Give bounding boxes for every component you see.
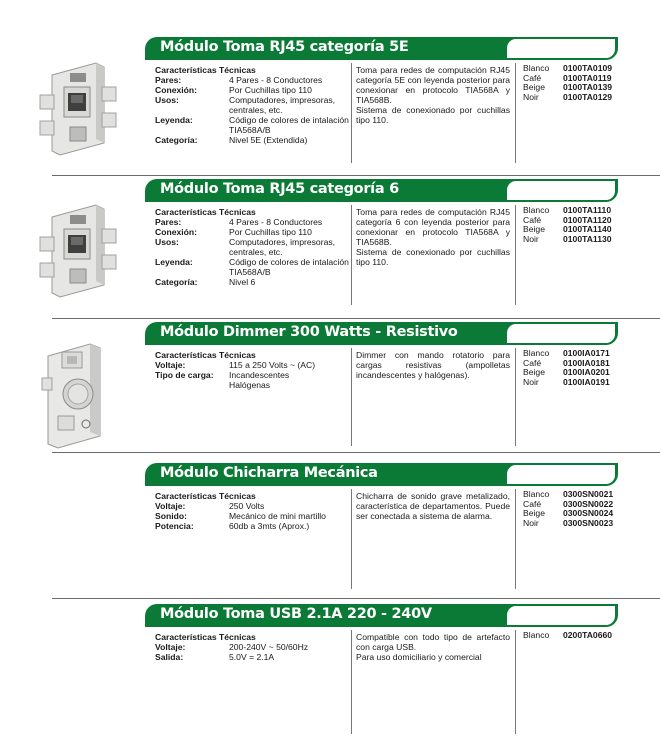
column-divider xyxy=(515,489,516,589)
code-row xyxy=(523,235,658,245)
spec-row xyxy=(155,115,350,135)
spec-row xyxy=(155,370,350,390)
code-color: Café xyxy=(523,72,542,83)
code-value: 0100IA0201 xyxy=(563,367,610,378)
product-section-rj45-5e xyxy=(0,37,660,187)
specs-heading: Características Técnicas xyxy=(155,491,256,501)
tech-specs xyxy=(155,491,350,531)
spec-value: 200-240V ~ 50/60Hz xyxy=(229,642,309,652)
column-divider xyxy=(515,348,516,446)
code-value: 0300SN0024 xyxy=(563,508,614,519)
code-value: 0100TA1110 xyxy=(563,205,612,215)
description-paragraph: Sistema de conexionado por cuchillas tipo 110. xyxy=(356,105,510,125)
code-row xyxy=(523,93,658,103)
specs-heading: Características Técnicas xyxy=(155,632,256,642)
product-title: Módulo Toma RJ45 categoría 5E xyxy=(160,39,409,55)
spec-value: Por Cuchillas tipo 110 xyxy=(229,85,312,95)
spec-value: 60db a 3mts (Aprox.) xyxy=(229,521,310,531)
column-divider xyxy=(515,205,516,305)
product-codes xyxy=(523,206,658,244)
spec-row xyxy=(155,217,350,227)
product-section-dimmer xyxy=(0,322,660,472)
dimmer-module-photo xyxy=(34,332,128,450)
code-value: 0100TA1140 xyxy=(563,224,612,235)
spec-value: 5.0V = 2.1A xyxy=(229,652,275,662)
spec-row xyxy=(155,257,350,277)
code-value: 0100IA0171 xyxy=(563,348,610,358)
column-divider xyxy=(351,63,352,163)
code-color: Blanco xyxy=(523,489,550,499)
spec-key: Usos: xyxy=(155,95,179,105)
spec-value: 4 Pares - 8 Conductores xyxy=(229,217,323,227)
product-description xyxy=(356,350,510,380)
spec-row xyxy=(155,501,350,511)
spec-row xyxy=(155,75,350,85)
code-color: Beige xyxy=(523,508,545,519)
product-codes xyxy=(523,349,658,387)
spec-row xyxy=(155,511,350,521)
code-row xyxy=(523,519,658,529)
spec-key: Leyenda: xyxy=(155,257,193,267)
spec-value: 115 a 250 Volts ~ (AC) xyxy=(229,360,316,370)
code-value: 0100TA1120 xyxy=(563,214,612,225)
description-paragraph: Toma para redes de computación RJ45 categoría 5E con leyenda posterior para conexionar en protocolo TIA568A y TIA568B. xyxy=(356,65,510,105)
code-value: 0100TA0129 xyxy=(563,91,613,102)
code-color: Noir xyxy=(523,517,539,528)
product-title: Módulo Chicharra Mecánica xyxy=(160,465,378,481)
spec-value: 250 Volts xyxy=(229,501,265,511)
spec-row xyxy=(155,95,350,115)
spec-key: Usos: xyxy=(155,237,179,247)
description-paragraph: Sistema de conexionado por cuchillas tipo 110. xyxy=(356,247,510,267)
spec-value: Computadores, impresoras, centrales, etc. xyxy=(229,237,336,257)
product-title-banner xyxy=(145,322,618,345)
column-divider xyxy=(515,63,516,163)
banner-blank-box xyxy=(507,181,615,200)
spec-value: Por Cuchillas tipo 110 xyxy=(229,227,312,237)
code-value: 0100TA1130 xyxy=(563,233,612,244)
description-paragraph: Dimmer con mando rotatorio para cargas resistivas (ampolletas incandescentes y halógenas). xyxy=(356,350,510,380)
tech-specs xyxy=(155,65,350,145)
description-paragraph: Chicharra de sonido grave metalizado, característica de departamentos. Puede ser conectada a sistema de alarma. xyxy=(356,491,510,521)
code-value: 0300SN0021 xyxy=(563,489,614,499)
spec-key: Categoría: xyxy=(155,277,198,287)
column-divider xyxy=(515,630,516,734)
spec-key: Conexión: xyxy=(155,227,198,237)
product-title-banner xyxy=(145,604,618,627)
product-title: Módulo Toma RJ45 categoría 6 xyxy=(160,181,399,197)
spec-value: Computadores, impresoras, centrales, etc. xyxy=(229,95,336,115)
column-divider xyxy=(351,630,352,734)
code-value: 0100IA0181 xyxy=(563,357,610,368)
description-paragraph: Compatible con todo tipo de artefacto con carga USB. xyxy=(356,632,510,652)
code-color: Blanco xyxy=(523,205,550,215)
code-value: 0300SN0023 xyxy=(563,517,614,528)
column-divider xyxy=(351,205,352,305)
spec-value: Código de colores de intalación TIA568A/B xyxy=(229,115,349,135)
spec-row xyxy=(155,277,350,287)
spec-row xyxy=(155,85,350,95)
code-value: 0100TA0119 xyxy=(563,72,612,83)
spec-value: Mecánico de mini martillo xyxy=(229,511,326,521)
tech-specs xyxy=(155,632,350,662)
banner-blank-box xyxy=(507,465,615,484)
code-color: Noir xyxy=(523,233,539,244)
spec-row xyxy=(155,521,350,531)
code-color: Noir xyxy=(523,91,539,102)
code-row xyxy=(523,378,658,388)
code-value: 0100IA0191 xyxy=(563,376,610,387)
code-color: Blanco xyxy=(523,63,550,73)
banner-blank-box xyxy=(507,39,615,58)
product-description xyxy=(356,632,510,662)
code-color: Blanco xyxy=(523,630,550,640)
product-section-chicharra xyxy=(0,463,660,613)
spec-key: Salida: xyxy=(155,652,184,662)
product-description xyxy=(356,207,510,267)
spec-value: Código de colores de intalación TIA568A/B xyxy=(229,257,349,277)
product-title: Módulo Toma USB 2.1A 220 - 240V xyxy=(160,606,432,622)
spec-row xyxy=(155,642,350,652)
tech-specs xyxy=(155,207,350,287)
spec-key: Voltaje: xyxy=(155,360,186,370)
description-paragraph: Toma para redes de computación RJ45 categoría 6 con leyenda posterior para conexionar en protocolo TIA568A y TIA568B. xyxy=(356,207,510,247)
code-value: 0200TA0660 xyxy=(563,630,613,640)
specs-heading: Características Técnicas xyxy=(155,65,256,75)
spec-key: Categoría: xyxy=(155,135,198,145)
description-paragraph: Para uso domiciliario y comercial xyxy=(356,652,482,662)
spec-row xyxy=(155,360,350,370)
spec-row xyxy=(155,227,350,237)
banner-blank-box xyxy=(507,324,615,343)
product-title-banner xyxy=(145,37,618,60)
column-divider xyxy=(351,489,352,589)
product-title-banner xyxy=(145,463,618,486)
spec-key: Pares: xyxy=(155,75,182,85)
product-title: Módulo Dimmer 300 Watts - Resistivo xyxy=(160,324,458,340)
code-row xyxy=(523,631,658,641)
code-color: Blanco xyxy=(523,348,550,358)
product-codes xyxy=(523,631,658,641)
spec-key: Potencia: xyxy=(155,521,194,531)
product-description xyxy=(356,65,510,125)
spec-value: Nivel 6 xyxy=(229,277,256,287)
spec-row xyxy=(155,652,350,662)
product-codes xyxy=(523,490,658,528)
spec-key: Leyenda: xyxy=(155,115,193,125)
code-value: 0300SN0022 xyxy=(563,498,614,509)
spec-key: Voltaje: xyxy=(155,642,186,652)
spec-key: Sonido: xyxy=(155,511,187,521)
code-value: 0100TA0139 xyxy=(563,82,613,93)
tech-specs xyxy=(155,350,350,390)
rj45-module-photo xyxy=(34,47,128,165)
code-color: Beige xyxy=(523,224,545,235)
code-color: Café xyxy=(523,214,542,225)
spec-key: Pares: xyxy=(155,217,182,227)
column-divider xyxy=(351,348,352,446)
spec-key: Tipo de carga: xyxy=(155,370,214,380)
spec-key: Voltaje: xyxy=(155,501,186,511)
specs-heading: Características Técnicas xyxy=(155,350,256,360)
spec-row xyxy=(155,237,350,257)
code-value: 0100TA0109 xyxy=(563,63,613,73)
rj45-module-photo xyxy=(34,189,128,307)
product-section-rj45-6 xyxy=(0,179,660,329)
product-section-usb xyxy=(0,604,660,750)
spec-value: 4 Pares - 8 Conductores xyxy=(229,75,323,85)
code-color: Beige xyxy=(523,82,545,93)
spec-value: Incandescentes Halógenas xyxy=(229,370,290,390)
banner-blank-box xyxy=(507,606,615,625)
spec-key: Conexión: xyxy=(155,85,198,95)
spec-value: Nivel 5E (Extendida) xyxy=(229,135,308,145)
code-color: Café xyxy=(523,498,542,509)
code-color: Beige xyxy=(523,367,545,378)
code-color: Noir xyxy=(523,376,539,387)
product-title-banner xyxy=(145,179,618,202)
spec-row xyxy=(155,135,350,145)
code-color: Café xyxy=(523,357,542,368)
product-codes xyxy=(523,64,658,102)
product-description xyxy=(356,491,510,521)
specs-heading: Características Técnicas xyxy=(155,207,256,217)
